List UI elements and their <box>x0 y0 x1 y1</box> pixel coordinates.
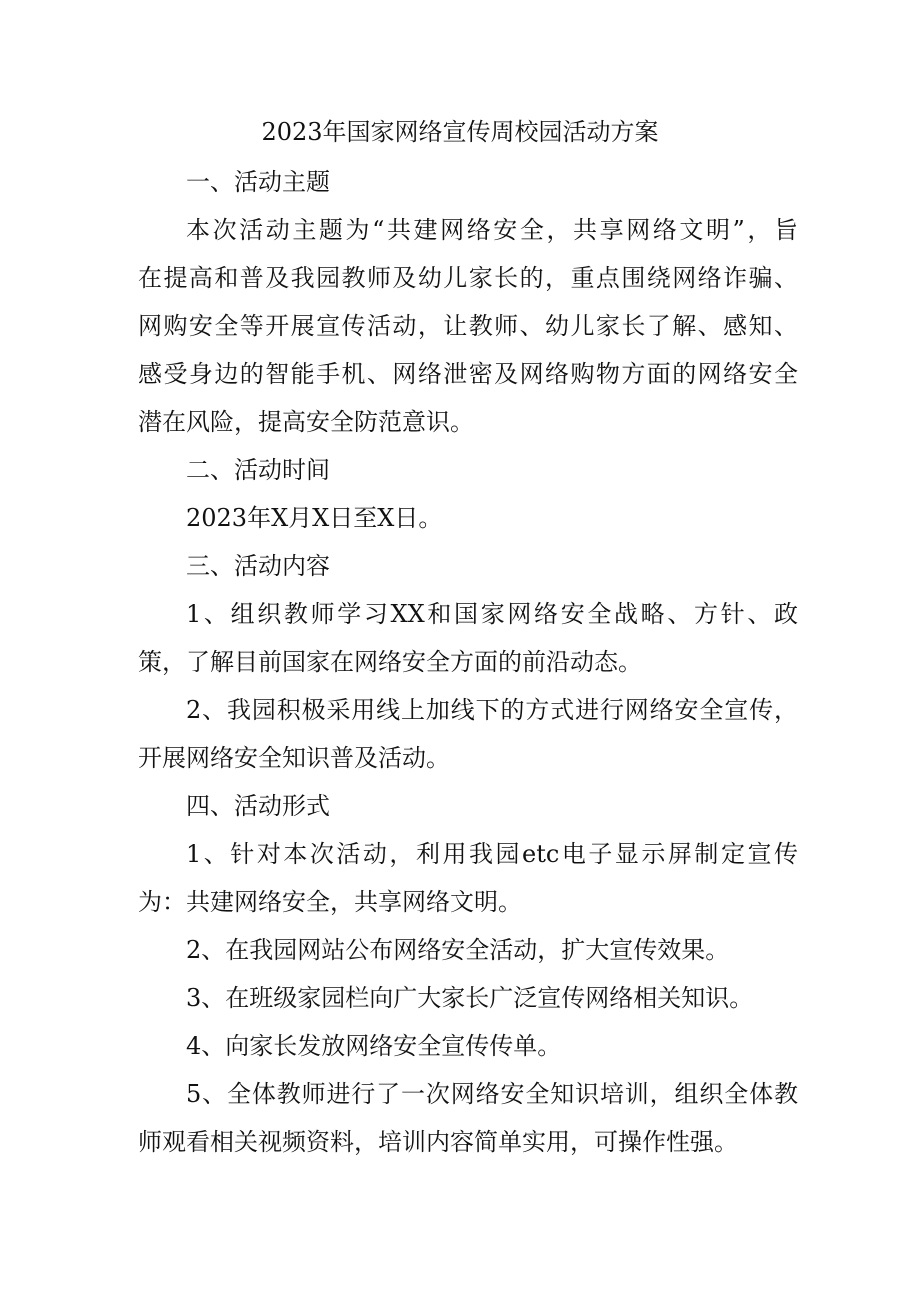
list-item-line: 3、在班级家园栏向广大家长广泛宣传网络相关知识。 <box>186 984 754 1012</box>
document-title: 2023年国家网络宣传周校园活动方案 <box>261 118 659 146</box>
paragraph-line: 网购安全等开展宣传活动，让教师、幼儿家长了解、感知、 <box>138 312 798 340</box>
section-heading-content: 三、活动内容 <box>186 552 330 580</box>
list-item-line: 2、我园积极采用线上加线下的方式进行网络安全宣传， <box>186 696 798 724</box>
paragraph-line: 2023年X月X日至X日。 <box>186 504 443 532</box>
section-heading-theme: 一、活动主题 <box>186 168 330 196</box>
list-item-line: 师观看相关视频资料，培训内容简单实用，可操作性强。 <box>138 1128 738 1156</box>
list-item-line: 策，了解目前国家在网络安全方面的前沿动态。 <box>138 648 642 676</box>
list-item-line: 5、全体教师进行了一次网络安全知识培训，组织全体教 <box>186 1080 798 1108</box>
list-item-line: 开展网络安全知识普及活动。 <box>138 744 450 772</box>
list-item-line: 1、针对本次活动，利用我园etc电子显示屏制定宣传 <box>186 840 798 868</box>
section-heading-time: 二、活动时间 <box>186 456 330 484</box>
list-item-line: 2、在我园网站公布网络安全活动，扩大宣传效果。 <box>186 936 730 964</box>
list-item-line: 1、组织教师学习XX和国家网络安全战略、方针、政 <box>186 600 798 628</box>
paragraph-line: 本次活动主题为“共建网络安全，共享网络文明”，旨 <box>186 216 798 244</box>
paragraph-line: 在提高和普及我园教师及幼儿家长的，重点围绕网络诈骗、 <box>138 264 798 292</box>
list-item-line: 4、向家长发放网络安全宣传传单。 <box>186 1032 562 1060</box>
list-item-line: 为：共建网络安全，共享网络文明。 <box>138 888 522 916</box>
paragraph-line: 感受身边的智能手机、网络泄密及网络购物方面的网络安全 <box>138 360 798 388</box>
paragraph-line: 潜在风险，提高安全防范意识。 <box>138 408 474 436</box>
section-heading-form: 四、活动形式 <box>186 792 330 820</box>
